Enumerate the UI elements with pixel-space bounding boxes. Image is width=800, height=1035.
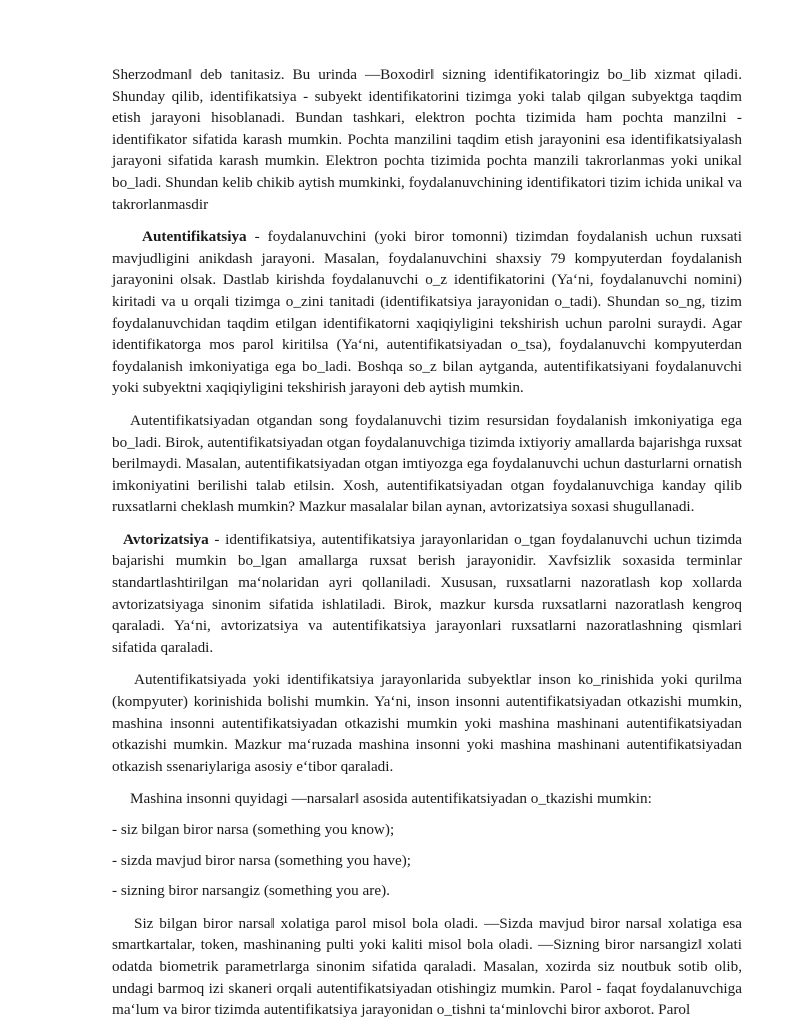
paragraph-factor-examples xyxy=(112,913,742,1021)
term-autentifikatsiya: Autentifikatsiya xyxy=(142,228,247,246)
list-item-something-you-are: - sizning biror narsangiz (something you are). xyxy=(112,882,390,900)
paragraph-text: Sherzodman‖ deb tanitasiz. Bu urinda ―Boxodir‖ sizning identifikatoringiz bo_lib xizmat qiladi. Shunday qilib, identifikatsiya - subyekt identifikatorini tizimga yoki talab qilgan subyektga taqdim etish jarayoni hisoblanadi. Bundan tashkari, elektron pochta tizimida ham pochta manzilni - identifikator sifatida karash mumkin. Pochta manzilini taqdim etish jarayonini esa identifikatsiyalash jarayoni sifatida karash mumkin. Elektron pochta tizimida pochta manzili takrorlanmas yoki unikal bo_ladi. Shundan kelib chikib aytish mumkinki, foydalanuvchining identifikatori tizim ichida unikal va takrorlanmasdir xyxy=(112,66,742,213)
paragraph-authentication-definition xyxy=(112,226,742,399)
paragraph-text: Siz bilgan biror narsa‖ xolatiga parol misol bola oladi. ―Sizda mavjud biror narsa‖ xolatiga esa smartkartalar, token, mashinaning pulti yoki kaliti misol bola oladi. ―Sizning biror narsangiz‖ xolati odatda biometrik parametrlarga sinonim sifatida qaraladi. Masalan, xozirda siz noutbuk sotib olib, undagi barmoq izi skaneri orqali autentifikatsiyadan otishingiz mumkin. Parol - faqat foydalanuvchiga ma‘lum va biror tizimda autentifikatsiya jarayonidan o_tishni ta‘minlovchi biror axborot. Parol xyxy=(112,914,742,1019)
list-item-something-you-know: - siz bilgan biror narsa (something you know); xyxy=(112,821,395,838)
paragraph-text: Autentifikatsiyadan otgandan song foydalanuvchi tizim resursidan foydalanish imkoniyatiga ega bo_ladi. Birok, autentifikatsiyadan otgan foydalanuvchiga tizimda ixtiyoriy amallarda bajarishga ruxsat berilmaydi. Masalan, autentifikatsiyadan otgan imtiyozga ega foydalanuvchi uchun dasturlarni ornatish imkoniyatini berilishi talab etilsin. Xosh, autentifikatsiyadan otgan foydalanuvchiga kanday qilib ruxsatlarni cheklash mumkin? Mazkur masalalar bilan aynan, avtorizatsiya soxasi shugullanadi. xyxy=(112,411,742,516)
paragraph-machine-factors-intro xyxy=(112,788,742,810)
paragraph-text: - foydalanuvchini (yoki biror tomonni) tizimdan foydalanish uchun ruxsati mavjudligini anikdash jarayoni. Masalan, foydalanuvchini shaxsiy 79 kompyuterdan foydalanish jarayonini olsak. Dastlab kirishda foydalanuvchi o_z identifikatorini (Ya‘ni, foydalanuvchi nomini) kiritadi va u orqali tizimga o_zini tanitadi (identifikatsiya jarayonidan o_tadi). Shundan so_ng, tizim foydalanuvchidan taqdim etilgan identifikatorni xaqiqiyligini tekshirish uchun parolni suraydi. Agar identifikatorga mos parol kiritilsa (Ya‘ni, autentifikatsiyadan o_tsa), foydalanuvchi kompyuterdan foydalanish imkoniyatiga ega bo_ladi. Boshqa so_z bilan aytganda, autentifikatsiyani foydalanuvchi yoki subyektni xaqiqiyligini tekshirish jarayoni deb aytish mumkin. xyxy=(112,228,742,397)
document-page xyxy=(112,64,742,1021)
paragraph-after-authentication xyxy=(112,410,742,518)
paragraph-identification-intro xyxy=(112,64,742,215)
paragraph-text: Autentifikatsiyada yoki identifikatsiya jarayonlarida subyektlar inson ko_rinishida yoki qurilma (kompyuter) korinishida bolishi mumkin. Ya‘ni, inson insonni autentifikatsiyadan otkazishi mumkin, mashina insonni autentifikatsiyadan otkazishi mumkin yoki mashina mashinani autentifikatsiyadan otkazishi mumkin. Mazkur ma‘ruzada mashina insonni yoki mashina mashinani autentifikatsiyadan otkazish ssenariylariga asosiy e‘tibor qaraladi. xyxy=(112,671,742,775)
paragraph-text: - identifikatsiya, autentifikatsiya jarayonlaridan o_tgan foydalanuvchi uchun tizimda bajarishi mumkin bo_lgan amallarga ruxsat berish jarayonidir. Xavfsizlik soxasida terminlar standartlashtirilgan ma‘nolaridan ayri qollaniladi. Xususan, ruxsatlarni nazoratlash kop xollarda avtorizatsiyaga sinonim sifatida ishlatiladi. Birok, mazkur kursda ruxsatlarni nazoratlash kengroq qaraladi. Ya‘ni, avtorizatsiya va autentifikatsiya jarayonlari ruxsatlarni nazoratlashning qismlari sifatida qaraladi. xyxy=(112,530,742,656)
paragraph-authorization-definition xyxy=(112,529,742,659)
list-item-something-you-have: - sizda mavjud biror narsa (something you have); xyxy=(112,851,412,869)
term-avtorizatsiya: Avtorizatsiya xyxy=(123,530,209,548)
paragraph-text: Mashina insonni quyidagi ―narsalar‖ asosida autentifikatsiyadan o_tkazishi mumkin: xyxy=(130,790,652,808)
paragraph-subjects xyxy=(112,669,742,777)
